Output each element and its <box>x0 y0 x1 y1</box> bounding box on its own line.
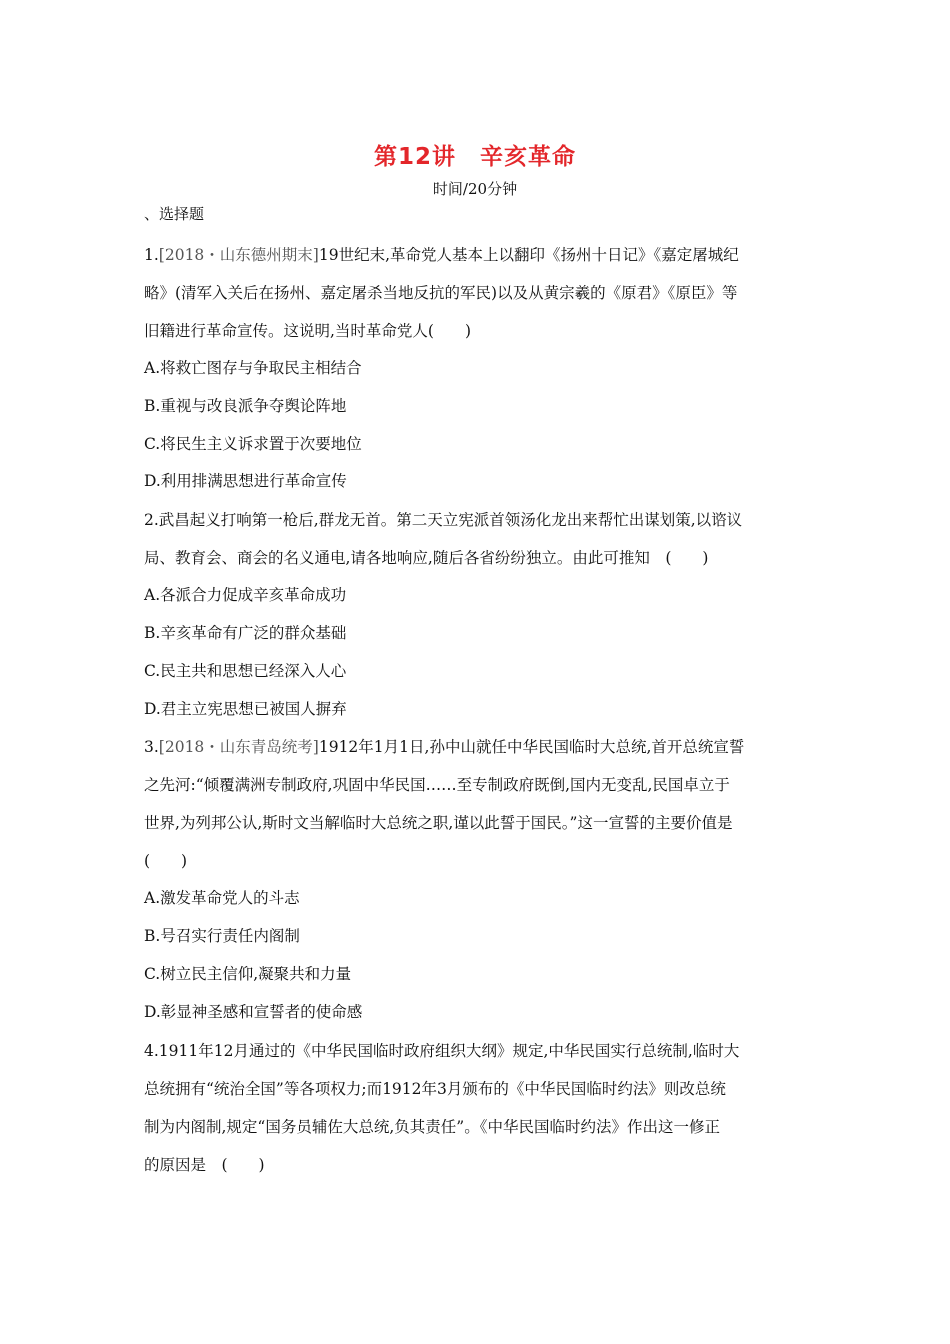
question-stem-line: 的原因是 ( ) <box>144 1155 265 1174</box>
question-3 <box>144 728 808 1031</box>
option-b: B.重视与改良派争夺舆论阵地 <box>144 396 347 415</box>
option-b: B.辛亥革命有广泛的群众基础 <box>144 623 347 642</box>
time-limit: 时间/20分钟 <box>432 180 518 198</box>
option-c: C.将民生主义诉求置于次要地位 <box>144 434 362 453</box>
question-stem-line: 旧籍进行革命宣传。这说明,当时革命党人( ) <box>144 322 472 340</box>
option-d: D.彰显神圣感和宣誓者的使命感 <box>144 1002 363 1021</box>
option-c: C.民主共和思想已经深入人心 <box>144 661 347 680</box>
question-stem-line: 1.[2018・山东德州期末]19世纪末,革命党人基本上以翻印《扬州十日记》《嘉定屠城纪 <box>144 246 739 264</box>
question-number: 1. <box>144 246 159 264</box>
question-source: [2018・山东青岛统考] <box>158 738 319 757</box>
option-a: A.各派合力促成辛亥革命成功 <box>144 586 347 605</box>
question-number: 3. <box>144 738 159 757</box>
question-stem-line: 2.武昌起义打响第一枪后,群龙无首。第二天立宪派首领汤化龙出来帮忙出谋划策,以谘议 <box>144 511 743 530</box>
option-c: C.树立民主信仰,凝聚共和力量 <box>144 964 352 983</box>
question-1 <box>144 236 808 501</box>
question-stem-line: 局、教育会、商会的名义通电,请各地响应,随后各省纷纷独立。由此可推知 ( ) <box>144 549 709 568</box>
question-stem-line: 总统拥有“统治全国”等各项权力;而1912年3月颁布的《中华民国临时约法》则改总统 <box>144 1079 726 1098</box>
page-title: 第12讲 辛亥革命 <box>373 144 576 170</box>
question-number: 2. <box>144 511 159 530</box>
question-stem-line: 4.1911年12月通过的《中华民国临时政府组织大纲》规定,中华民国实行总统制,临时大 <box>144 1041 740 1060</box>
question-stem-line: 略》(清军入关后在扬州、嘉定屠杀当地反抗的军民)以及从黄宗羲的《原君》《原臣》等 <box>144 284 738 302</box>
question-stem-line: 之先河:“倾覆满洲专制政府,巩固中华民国……至专制政府既倒,国内无变乱,民国卓立于 <box>144 776 730 795</box>
section-heading: 、选择题 <box>144 205 205 223</box>
option-b: B.号召实行责任内阁制 <box>144 927 300 946</box>
question-list <box>144 236 808 1184</box>
question-stem-line: ( ) <box>144 852 188 871</box>
question-number: 4. <box>144 1041 159 1060</box>
question-stem-line: 世界,为列邦公认,斯时文当解临时大总统之职,谨以此誓于国民。”这一宣誓的主要价值是 <box>144 814 733 833</box>
question-2 <box>144 501 808 728</box>
question-stem-line: 3.[2018・山东青岛统考]1912年1月1日,孙中山就任中华民国临时大总统,首开总统宣誓 <box>144 738 745 757</box>
question-stem-line: 制为内阁制,规定“国务员辅佐大总统,负其责任”。《中华民国临时约法》作出这一修正 <box>144 1117 720 1136</box>
option-a: A.将救亡图存与争取民主相结合 <box>144 359 362 377</box>
option-d: D.利用排满思想进行革命宣传 <box>144 472 347 491</box>
question-source: [2018・山东德州期末] <box>158 246 319 264</box>
option-a: A.激发革命党人的斗志 <box>144 889 300 908</box>
question-4 <box>144 1032 808 1184</box>
option-d: D.君主立宪思想已被国人摒弃 <box>144 699 347 718</box>
